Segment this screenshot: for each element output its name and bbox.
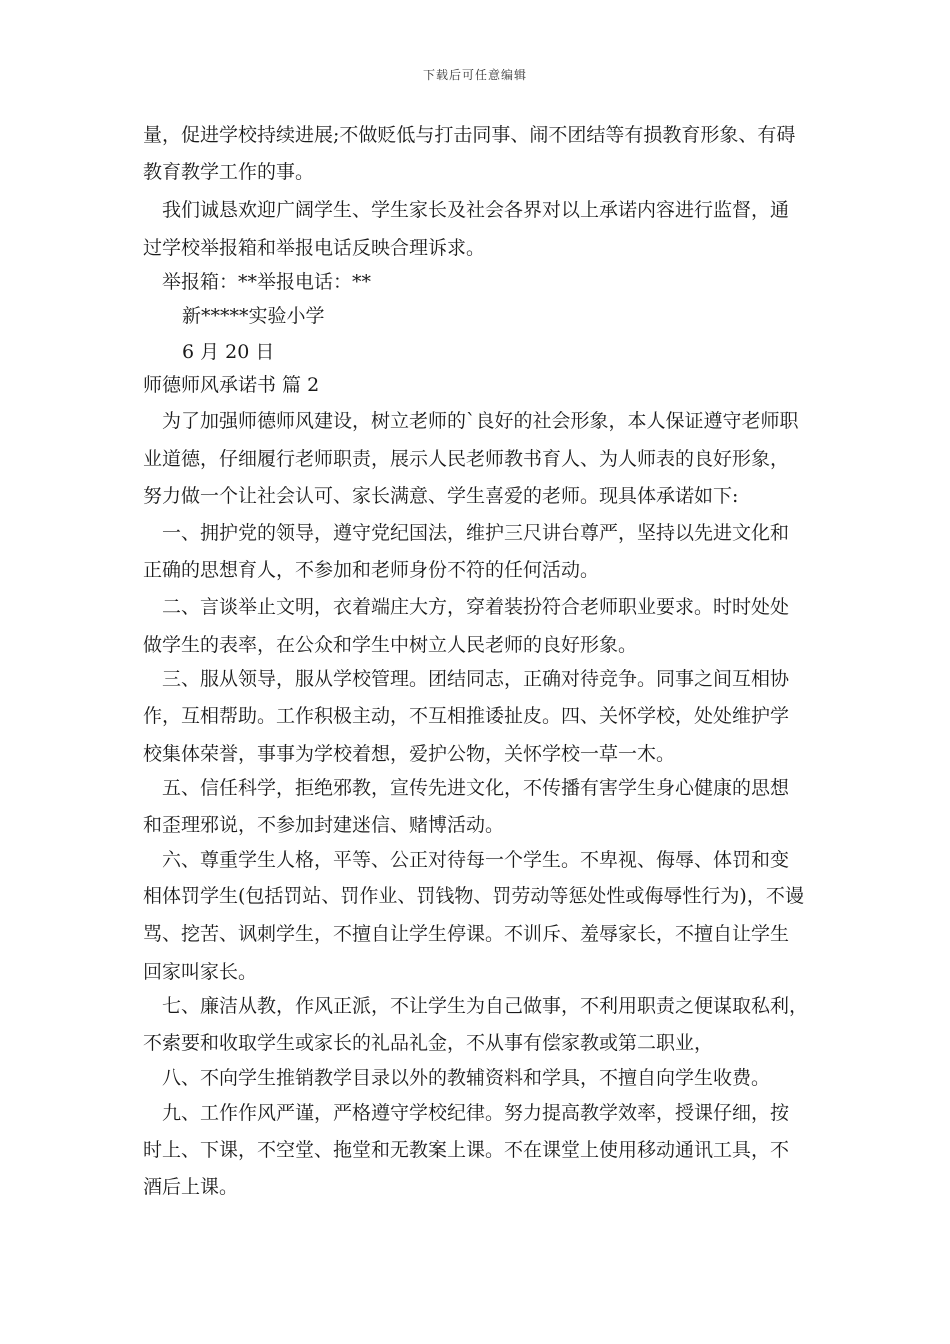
body-line: 二、言谈举止文明，衣着端庄大方，穿着装扮符合老师职业要求。时时处处 xyxy=(162,596,790,618)
body-line: 作，互相帮助。工作积极主动，不互相推诿扯皮。四、关怀学校，处处维护学 xyxy=(143,705,790,727)
body-line: 我们诚恳欢迎广阔学生、学生家长及社会各界对以上承诺内容进行监督，通 xyxy=(162,199,790,221)
body-line: 六、尊重学生人格，平等、公正对待每一个学生。不卑视、侮辱、体罚和变 xyxy=(162,849,790,871)
body-line: 过学校举报箱和举报电话反映合理诉求。 xyxy=(143,237,486,259)
body-line: 七、廉洁从教，作风正派，不让学生为自己做事，不利用职责之便谋取私利， xyxy=(162,995,809,1017)
body-line: 业道德，仔细履行老师职责，展示人民老师教书育人、为人师表的良好形象， xyxy=(143,448,790,470)
body-line: 回家叫家长。 xyxy=(143,961,258,983)
date-line: 6 月 20 日 xyxy=(182,341,275,363)
body-line: 骂、挖苦、讽刺学生，不擅自让学生停课。不训斥、羞辱家长，不擅自让学生 xyxy=(143,923,790,945)
body-line: 三、服从领导，服从学校管理。团结同志，正确对待竞争。同事之间互相协 xyxy=(162,668,790,690)
body-line: 相体罚学生(包括罚站、罚作业、罚钱物、罚劳动等惩处性或侮辱性行为)，不谩 xyxy=(143,885,804,907)
body-line: 量，促进学校持续进展;不做贬低与打击同事、闹不团结等有损教育形象、有碍 xyxy=(143,124,796,146)
school-name: 新*****实验小学 xyxy=(182,305,325,327)
section-title: 师德师风承诺书 篇 2 xyxy=(143,374,320,396)
body-line: 努力做一个让社会认可、家长满意、学生喜爱的老师。现具体承诺如下: xyxy=(143,485,739,507)
body-line: 为了加强师德师风建设，树立老师的`良好的社会形象，本人保证遵守老师职 xyxy=(162,410,799,432)
body-line: 不索要和收取学生或家长的礼品礼金，不从事有偿家教或第二职业， xyxy=(143,1032,714,1054)
body-line: 八、不向学生推销教学目录以外的教辅资料和学具，不擅自向学生收费。 xyxy=(162,1067,771,1089)
body-line: 做学生的表率，在公众和学生中树立人民老师的良好形象。 xyxy=(143,634,638,656)
page-header-note: 下载后可任意编辑 xyxy=(422,68,527,82)
body-line: 五、信任科学，拒绝邪教，宣传先进文化，不传播有害学生身心健康的思想 xyxy=(162,777,790,799)
body-line: 酒后上课。 xyxy=(143,1176,239,1198)
body-line: 教育教学工作的事。 xyxy=(143,161,315,183)
body-line: 和歪理邪说，不参加封建迷信、赌博活动。 xyxy=(143,814,505,836)
body-line: 正确的思想育人，不参加和老师身份不符的任何活动。 xyxy=(143,559,600,581)
body-line: 一、拥护党的领导，遵守党纪国法，维护三尺讲台尊严，坚持以先进文化和 xyxy=(162,522,790,544)
body-line: 校集体荣誉，事事为学校着想，爱护公物，关怀学校一草一木。 xyxy=(143,743,676,765)
body-line: 九、工作作风严谨，严格遵守学校纪律。努力提高教学效率，授课仔细，按 xyxy=(162,1102,790,1124)
body-line: 时上、下课，不空堂、拖堂和无教案上课。不在课堂上使用移动通讯工具，不 xyxy=(143,1139,790,1161)
report-contact-line: 举报箱：**举报电话：** xyxy=(162,271,372,293)
